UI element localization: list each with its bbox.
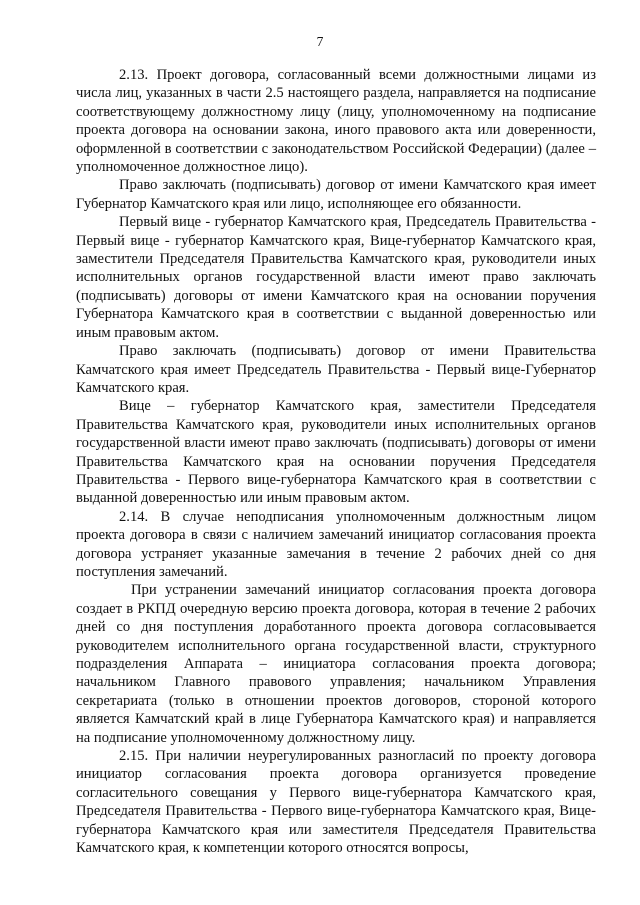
paragraph-signing-right-government: Право заключать (подписывать) договор от имени Правительства Камчатского края имеет Председатель Правительства - Первый вице-Губернатор Камчатского края. — [76, 343, 596, 396]
document-body — [76, 66, 596, 857]
paragraph-deputies-right: Первый вице - губернатор Камчатского края, Председатель Правительства - Первый вице - губернатор Камчатского края, Вице-губернатор Камчатского края, заместители Председателя Правительства Камчатского края, руководители иных исполнительных органов государственной власти имеют право заключать (подписывать) договоры от имени Камчатского края на основании поручения Губернатора Камчатского края в соответствии с выданной доверенностью или иным правовым актом. — [76, 214, 596, 341]
paragraph-2-13: 2.13. Проект договора, согласованный всеми должностными лицами из числа лиц, указанных в части 2.5 настоящего раздела, направляется на подписание соответствующему должностному лицу (лицу, уполномоченному на подписание проекта договора на основании закона, иного правового акта или доверенности, оформленной в соответствии с законодательством Российской Федерации) (далее – уполномоченное должностное лицо). — [76, 67, 596, 176]
page-number: 7 — [316, 34, 324, 49]
paragraph-signing-right-krai: Право заключать (подписывать) договор от имени Камчатского края имеет Губернатор Камчатского края или лицо, исполняющее его обязанности. — [76, 177, 596, 212]
paragraph-2-14: 2.14. В случае неподписания уполномоченным должностным лицом проекта договора в связи с наличием замечаний инициатор согласования проекта договора устраняет указанные замечания в течение 2 рабочих дней со дня поступления замечаний. — [76, 508, 596, 580]
paragraph-vice-governor-right: Вице – губернатор Камчатского края, заместители Председателя Правительства Камчатского края, руководители иных исполнительных органов государственной власти имеют право заключать (подписывать) договоры от имени Правительства Камчатского края на основании поручения Председателя Правительства - Первого вице-губернатора Камчатского края в соответствии с выданной доверенностью или иным правовым актом. — [76, 398, 596, 507]
paragraph-remarks-correction: При устранении замечаний инициатор согласования проекта договора создает в РКПД очередную версию проекта договора, которая в течение 2 рабочих дней со дня поступления доработанного проекта договора согласовывается руководителем исполнительного органа государственной власти, структурного подразделения Аппарата – инициатора согласования проекта договора; начальником Главного правового управления; начальником Управления секретариата (только в отношении проектов договоров, стороной которого является Камчатский край в лице Губернатора Камчатского края) и направляется на подписание уполномоченному должностному лицу. — [76, 582, 596, 746]
paragraph-2-15: 2.15. При наличии неурегулированных разногласий по проекту договора инициатор согласования проекта договора организуется проведение согласительного совещания у Первого вице-губернатора Камчатского края, Председателя Правительства - Первого вице-губернатора Камчатского края, Вице-губернатора Камчатского края или заместителя Председателя Правительства Камчатского края, к компетенции которого относятся вопросы, — [76, 748, 596, 857]
